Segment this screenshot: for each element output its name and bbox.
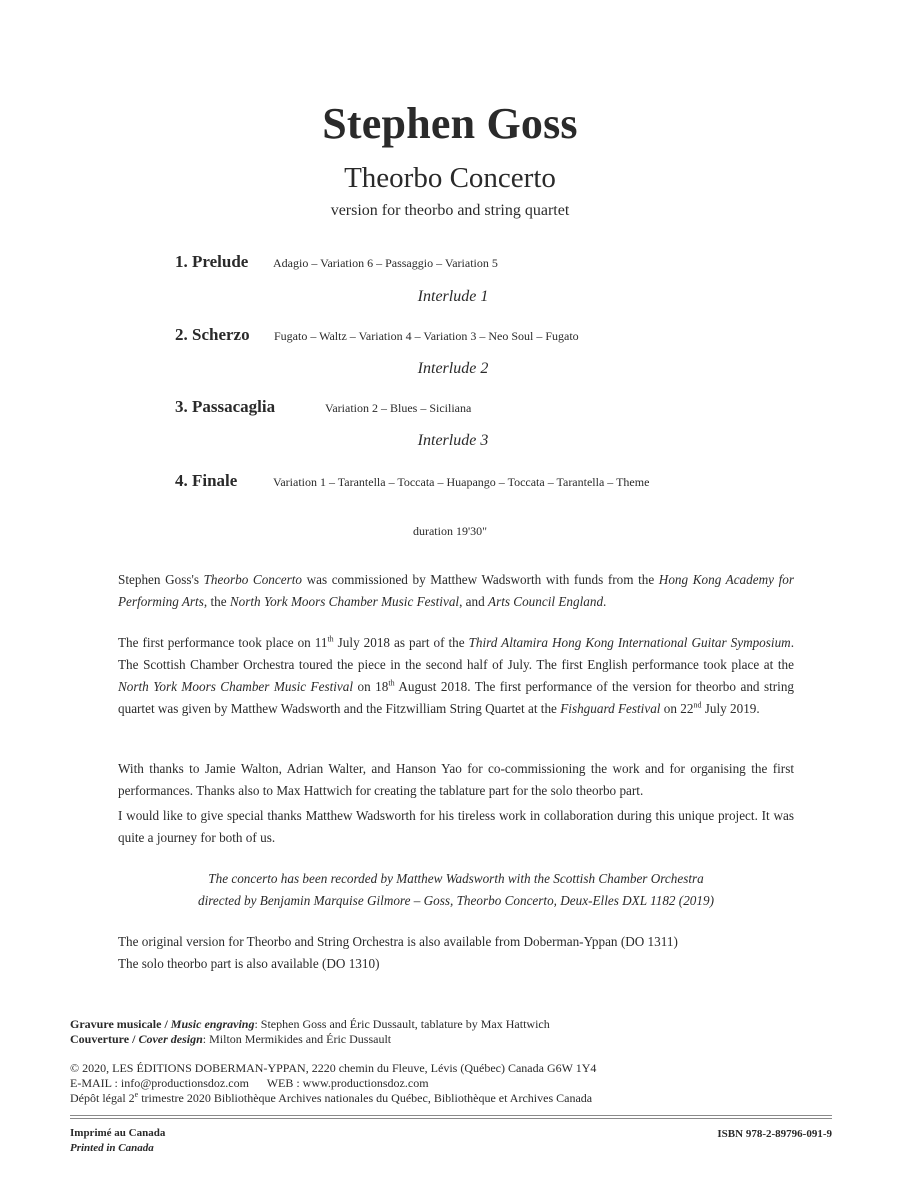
printed-en: Printed in Canada xyxy=(70,1142,154,1154)
legal-deposit-line: Dépôt légal 2e trimestre 2020 Bibliothèque Archives nationales du Québec, Bibliothèque et Archives Canada xyxy=(70,1090,593,1105)
commission-paragraph: Stephen Goss's Theorbo Concerto was commissioned by Matthew Wadsworth with funds from the Hong Kong Academy for Performing Arts, the North York Moors Chamber Music Festival, and Arts Council England. xyxy=(118,572,794,609)
printed-fr: Imprimé au Canada xyxy=(70,1127,166,1139)
copyright-line: © 2020, LES ÉDITIONS DOBERMAN-YPPAN, 2220 chemin du Fleuve, Lévis (Québec) Canada G6W 1Y4 xyxy=(70,1061,597,1075)
publication-credits xyxy=(70,1017,830,1047)
movement-title-4: 4. Finale xyxy=(175,471,238,490)
recording-note: The concerto has been recorded by Matthew Wadsworth with the Scottish Chamber Orchestra directed by Benjamin Marquise Gilmore – Goss, Theorbo Concerto, Deux-Elles DXL 1182 (2019) xyxy=(198,871,714,908)
engraving-credit: Gravure musicale / Music engraving: Stephen Goss and Éric Dussault, tablature by Max Hattwich xyxy=(70,1017,550,1031)
availability-note: The original version for Theorbo and String Orchestra is also available from Doberman-Yppan (DO 1311) The solo theorbo part is also available (DO 1310) xyxy=(118,934,678,971)
work-subtitle: version for theorbo and string quartet xyxy=(330,202,570,219)
special-thanks-paragraph: I would like to give special thanks Matthew Wadsworth for his tireless work in collaboration during this unique project. It was quite a journey for both of us. xyxy=(118,808,794,845)
cover-credit: Couverture / Cover design: Milton Mermikides and Éric Dussault xyxy=(70,1032,392,1046)
movement-title-1: 1. Prelude xyxy=(175,252,249,271)
interlude-1: Interlude 1 xyxy=(417,288,489,305)
work-title: Theorbo Concerto xyxy=(344,162,556,194)
duration: duration 19'30" xyxy=(412,524,488,538)
contact-line: E-MAIL : info@productionsdoz.com WEB : www.productionsdoz.com xyxy=(70,1076,429,1090)
movement-sections-2: Fugato – Waltz – Variation 4 – Variation 3 – Neo Soul – Fugato xyxy=(274,329,579,343)
publisher-info xyxy=(70,1061,830,1106)
thanks-paragraph: With thanks to Jamie Walton, Adrian Walter, and Hanson Yao for co-commissioning the work and for organising the first performances. Thanks also to Max Hattwich for creating the tablature part for the solo theorbo part. xyxy=(118,761,794,798)
interlude-3: Interlude 3 xyxy=(417,432,489,449)
footer-rule xyxy=(70,1115,832,1119)
movement-title-2: 2. Scherzo xyxy=(175,325,250,344)
printed-in xyxy=(70,1126,165,1156)
isbn: ISBN 978-2-89796-091-9 xyxy=(717,1128,832,1140)
movement-title-3: 3. Passacaglia xyxy=(175,397,276,416)
movement-sections-1: Adagio – Variation 6 – Passaggio – Variation 5 xyxy=(273,256,498,270)
interlude-2: Interlude 2 xyxy=(417,360,489,377)
movement-sections-3: Variation 2 – Blues – Siciliana xyxy=(325,401,472,415)
composer-name: Stephen Goss xyxy=(322,99,578,148)
performance-paragraph: The first performance took place on 11th July 2018 as part of the Third Altamira Hong Kong International Guitar Symposium. The Scottish Chamber Orchestra toured the piece in the second half of July. The first English performance took place at the North York Moors Chamber Music Festival on 18th August 2018. The first performance of the version for theorbo and string quartet was given by Matthew Wadsworth and the Fitzwilliam String Quartet at the Fishguard Festival on 22nd July 2019. xyxy=(118,634,795,716)
movement-sections-4: Variation 1 – Tarantella – Toccata – Huapango – Toccata – Tarantella – Theme xyxy=(273,475,650,489)
